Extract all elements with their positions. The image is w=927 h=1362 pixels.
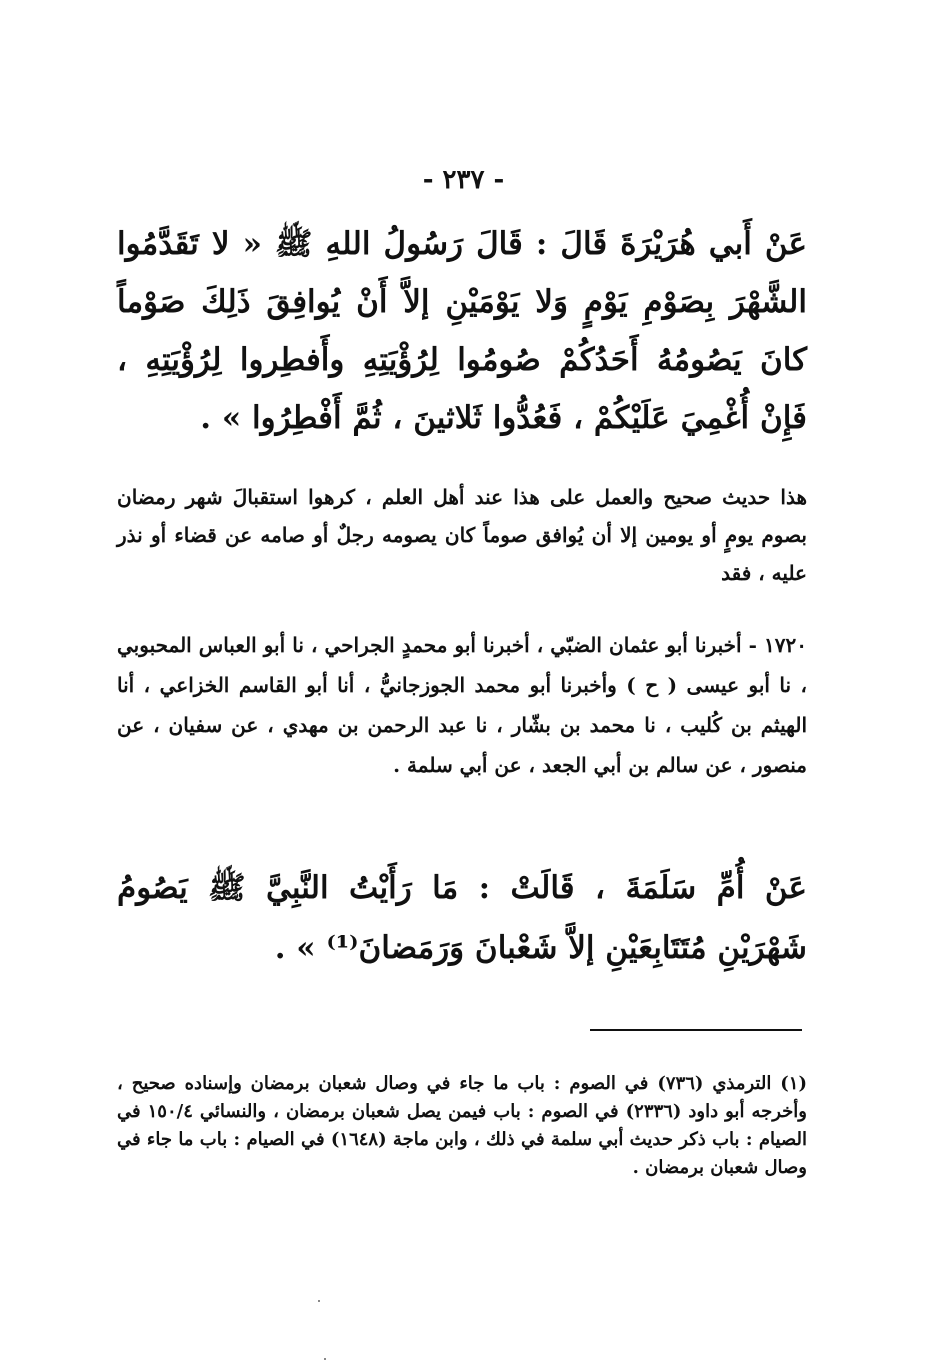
scan-speck bbox=[318, 1300, 320, 1302]
footnote-1: (١) الترمذي (٧٣٦) في الصوم : باب ما جاء في وصال شعبان برمضان وإسناده صحيح ، وأخرجه أبو داود (٢٣٣٦) في الصوم : باب فيمن يصل شعبان برمضان ، والنسائي ١٥٠/٤ في الصيام : باب ذكر حديث أبي سلمة في ذلك ، وابن ماجة (١٦٤٨) في الصيام : باب ما جاء في وصال شعبان برمضان . bbox=[117, 1073, 808, 1178]
footnote-divider bbox=[590, 1029, 802, 1031]
page-number: - ٢٣٧ - bbox=[422, 165, 505, 195]
commentary-paragraph: هذا حديث صحيح والعمل على هذا عند أهل العلم ، كرهوا استقبالَ شهر رمضان بصوم يومٍ أو يومين إلا أن يُوافق صوماً كان يصومه رجلٌ أو صامه عن قضاء أو نذر عليه ، فقد bbox=[117, 485, 807, 585]
hadith-text-1: عَنْ أَبي هُرَيْرَةَ قَالَ : قَالَ رَسُولُ اللهِ ﷺ « لا تَقَدَّمُوا الشَّهْرَ بِصَوْمِ يَوْمٍ وَلا يَوْمَيْنِ إلاَّ أَنْ يُوافِقَ ذَلِكَ صَوْماً كانَ يَصُومُهُ أَحَدُكُمْ صُومُوا لِرُؤْيَتِهِ وأَفطِروا لِرُؤْيَتِهِ ، فَإِنْ أُغْمِيَ عَلَيْكُمْ ، فَعُدُّوا ثَلاثينَ ، ثُمَّ أَفْطِرُوا » . bbox=[117, 226, 807, 436]
hadith-text-2: عَنْ أُمِّ سَلَمَةَ ، قَالَتْ : مَا رَأَيْتُ النَّبِيَّ ﷺ يَصُومُ شَهْرَيْنِ مُتَتَابِعَيْنِ إلاَّ شَعْبانَ وَرَمَضانَ⁽¹⁾ » . bbox=[117, 870, 807, 966]
scan-speck bbox=[324, 1358, 326, 1360]
isnad-paragraph: ١٧٢٠ - أخبرنا أبو عثمان الضبّي ، أخبرنا أبو محمدٍ الجراحي ، نا أبو العباس المحبوبي ، نا أبو عيسى ( ح ) وأخبرنا أبو محمد الجوزجانيُّ ، أنا أبو القاسم الخزاعي ، أنا الهيثم بن كُليب ، نا محمد بن بشّار ، نا عبد الرحمن بن مهدي ، عن سفيان ، عن منصور ، عن سالم بن أبي الجعد ، عن أبي سلمة . bbox=[117, 633, 807, 777]
